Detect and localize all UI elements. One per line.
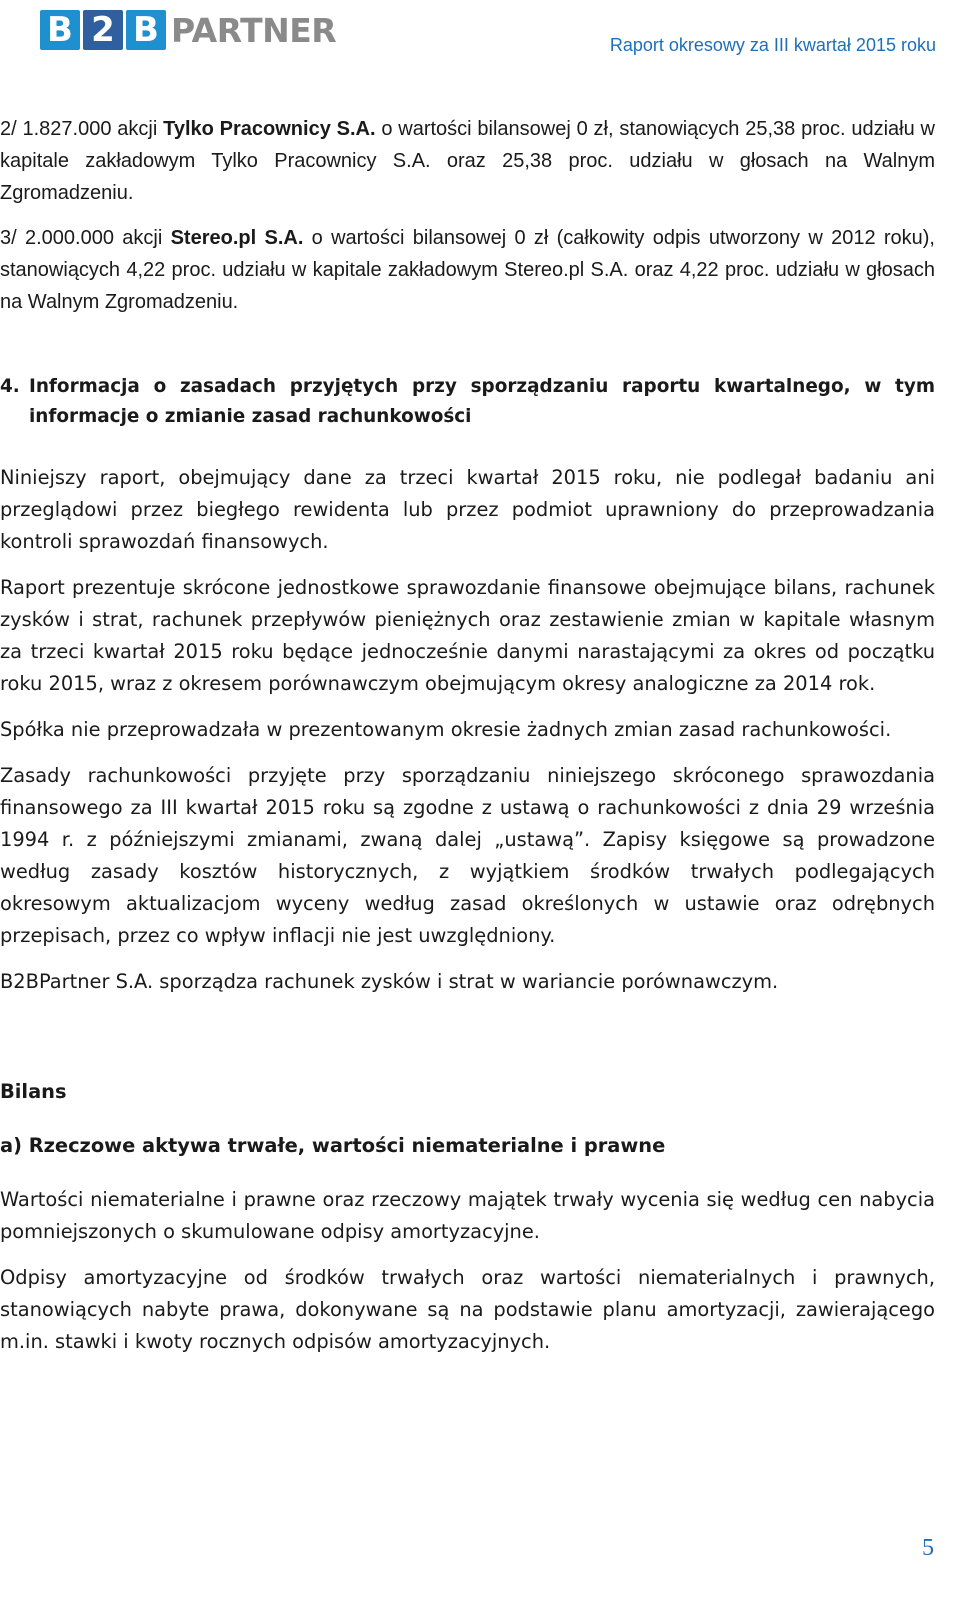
company-logo [40,8,336,52]
logo-letter-b-second: B [126,10,166,50]
section-4-number: 4. [0,376,20,397]
document-body [0,113,935,1358]
item-3-paragraph [0,222,935,318]
logo-letter-b: B [40,10,80,50]
item-3-text: o wartości bilansowej 0 zł (całkowity odpis utworzony w 2012 roku), stanowiących 4,22 proc. udziału w kapitale zakładowym Stereo.pl S.A. oraz 4,22 proc. udziału w głosach na Walnym Zgromadzeniu. [0,227,935,313]
page-number: 5 [922,1535,934,1561]
report-title: Raport okresowy za III kwartał 2015 roku [609,35,936,55]
section-4-heading [0,372,935,432]
section-4-paragraph-2: Raport prezentuje skrócone jednostkowe sprawozdanie finansowe obejmujące bilans, rachunek zysków i strat, rachunek przepływów pieniężnych oraz zestawienie zmian w kapitale własnym za trzeci kwartał 2015 roku będące jednocześnie danymi narastającymi za okres od początku roku 2015, wraz z okresem porównawczym obejmującym okresy analogiczne za 2014 rok. [0,576,935,695]
logo-wordmark: PARTNER [171,10,337,50]
item-3-company: Stereo.pl S.A. [170,227,304,249]
section-4-paragraph-4: Zasady rachunkowości przyjęte przy sporządzaniu niniejszego skróconego sprawozdania finansowego za III kwartał 2015 roku są zgodne z ustawą o rachunkowości z dnia 29 września 1994 r. z późniejszymi zmianami, zwaną dalej „ustawą”. Zapisy księgowe są prowadzone według zasady kosztów historycznych, z wyjątkiem środków trwałych podlegających okresowym aktualizacjom wyceny według zasad określonych w ustawie oraz odrębnych przepisach, przez co wpływ inflacji nie jest uwzględniony. [0,764,935,947]
bilans-paragraph-1: Wartości niematerialne i prawne oraz rzeczowy majątek trwały wycenia się według cen nabycia pomniejszonych o skumulowane odpisy amortyzacyjne. [0,1188,935,1243]
section-4-paragraph-5: B2BPartner S.A. sporządza rachunek zysków i strat w wariancie porównawczym. [0,970,779,993]
item-2-company: Tylko Pracownicy S.A. [163,118,376,140]
bilans-subheading: a) Rzeczowe aktywa trwałe, wartości niematerialne i prawne [0,1134,666,1157]
item-2-text: o wartości bilansowej 0 zł, stanowiących 25,38 proc. udziału w kapitale zakładowym Tylko Pracownicy S.A. oraz 25,38 proc. udziału w głosach na Walnym Zgromadzeniu. [0,118,935,204]
section-4-paragraph-1: Niniejszy raport, obejmujący dane za trzeci kwartał 2015 roku, nie podlegał badaniu ani przeglądowi przez biegłego rewidenta lub przez podmiot uprawniony do przeprowadzania kontroli sprawozdań finansowych. [0,466,935,553]
item-2-prefix: 2/ 1.827.000 akcji [0,118,164,140]
section-4-title: Informacja o zasadach przyjętych przy sporządzaniu raportu kwartalnego, w tym informacje o zmianie zasad rachunkowości [29,376,935,427]
section-4-paragraph-3: Spółka nie przeprowadzała w prezentowanym okresie żadnych zmian zasad rachunkowości. [0,718,892,741]
bilans-paragraph-2: Odpisy amortyzacyjne od środków trwałych oraz wartości niematerialnych i prawnych, stanowiących nabyte prawa, dokonywane są na podstawie planu amortyzacji, zawierającego m.in. stawki i kwoty rocznych odpisów amortyzacyjnych. [0,1266,935,1353]
logo-digit-2: 2 [83,10,123,50]
item-2-paragraph [0,113,935,209]
page-header [0,0,960,80]
item-3-prefix: 3/ 2.000.000 akcji [0,227,171,249]
bilans-heading: Bilans [0,1080,67,1103]
